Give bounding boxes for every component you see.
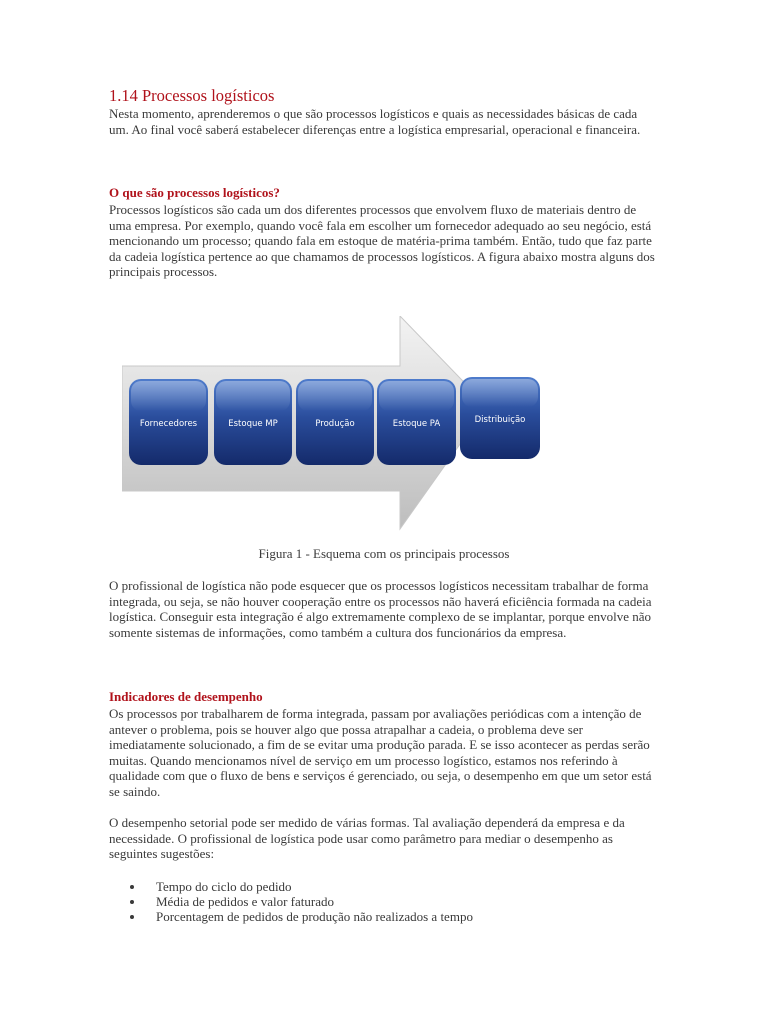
bullet-dot-icon: [130, 900, 134, 904]
heading-indicators: Indicadores de desempenho: [109, 689, 263, 704]
box-label-distribuicao: Distribuição: [474, 415, 526, 425]
list-item-text: Tempo do ciclo do pedido: [156, 879, 292, 894]
box-label-estoque-pa: Estoque PA: [392, 419, 441, 429]
figure-caption: Figura 1 - Esquema com os principais processos: [258, 546, 510, 561]
integration-paragraph: O profissional de logística não pode esquecer que os processos logísticos necessitam trabalhar de forma integrada, ou seja, se não houver cooperação entre os processos não haverá eficiência formada na cadeia logística. Conseguir esta integração é algo extremamente complexo de se implantar, porque envolve não somente sistemas de informações, como também a cultura dos funcionários da empresa.: [109, 578, 652, 640]
process-box-estoque-mp: [214, 379, 292, 465]
process-box-producao: [296, 379, 374, 465]
intro-paragraph: Nesta momento, aprenderemos o que são processos logísticos e quais as necessidades básicas de cada um. Ao final você saberá estabelecer diferenças entre a logística empresarial, operacional e financeira.: [109, 106, 641, 137]
box-label-producao: Produção: [315, 419, 355, 429]
bullet-dot-icon: [130, 885, 134, 889]
process-flow-figure: [122, 316, 552, 531]
what-paragraph: Processos logísticos são cada um dos diferentes processos que envolvem fluxo de materiais dentro de uma empresa. Por exemplo, quando você fala em escolher um fornecedor adequado ao seu negócio, está mencionando um processo; quando fala em estoque de matéria-prima também. Então, tudo que faz parte da cadeia logística pertence ao que chamamos de processos logísticos. A figura abaixo mostra alguns dos principais processos.: [109, 202, 655, 279]
list-item-text: Média de pedidos e valor faturado: [156, 894, 334, 909]
box-label-fornecedores: Fornecedores: [139, 419, 198, 429]
list-item: [109, 894, 473, 909]
list-item-text: Porcentagem de pedidos de produção não realizados a tempo: [156, 909, 473, 924]
suggestions-list: [109, 879, 473, 924]
list-item: [109, 879, 473, 894]
process-box-distribuicao: [460, 377, 540, 459]
indicators-paragraph: Os processos por trabalharem de forma integrada, passam por avaliações periódicas com a intenção de antever o problema, pois se houver algo que possa atrapalhar a cadeia, o problema deve ser imediatamente solucionado, a fim de se evitar uma produção parada. E se isso acontecer as perdas serão muitas. Quando mencionamos nível de serviço em um processo logístico, estamos nos referindo à qualidade com que o fluxo de bens e serviços é gerenciado, ou seja, o desempenho em que um setor está se saindo.: [109, 706, 652, 799]
box-label-estoque-mp: Estoque MP: [228, 419, 278, 429]
list-item: [109, 909, 473, 924]
measure-paragraph: O desempenho setorial pode ser medido de várias formas. Tal avaliação dependerá da empresa e da necessidade. O profissional de logística pode usar como parâmetro para mediar o desempenho as seguintes sugestões:: [109, 815, 625, 861]
process-box-fornecedores: [129, 379, 208, 465]
bullet-dot-icon: [130, 915, 134, 919]
process-box-estoque-pa: [377, 379, 456, 465]
section-title: 1.14 Processos logísticos: [109, 86, 275, 105]
heading-what-are-processes: O que são processos logísticos?: [109, 185, 280, 200]
